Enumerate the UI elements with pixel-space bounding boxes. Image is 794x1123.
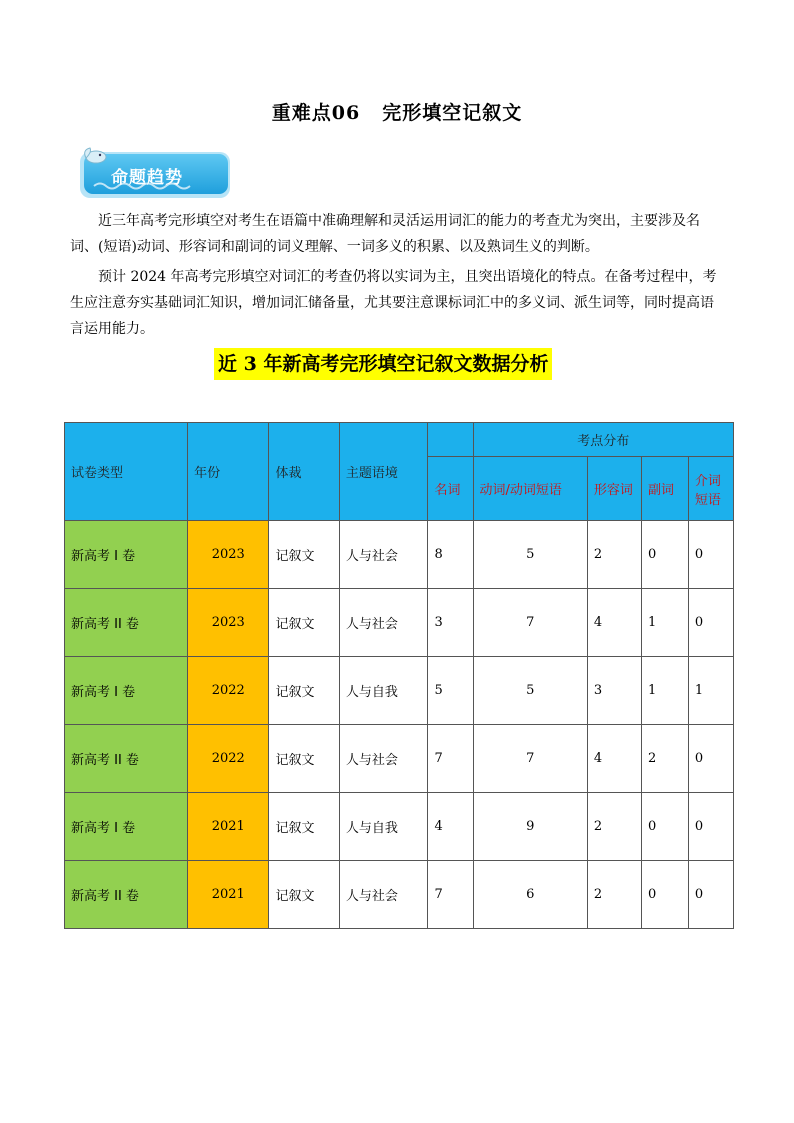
- cell-prep: 0: [688, 521, 733, 589]
- cell-verb: 5: [473, 657, 587, 725]
- cell-noun: 4: [428, 793, 473, 861]
- cell-adj: 2: [587, 861, 641, 929]
- cell-paper: 新高考 II 卷: [65, 589, 188, 657]
- table-row: [65, 793, 734, 861]
- cell-noun: 7: [428, 725, 473, 793]
- cell-noun: 7: [428, 861, 473, 929]
- header-prep-line2: 短语: [694, 492, 721, 508]
- cell-verb: 6: [473, 861, 587, 929]
- cell-adv: 0: [642, 793, 689, 861]
- header-prep: [688, 457, 733, 521]
- cell-prep: 0: [688, 861, 733, 929]
- cell-prep: 1: [688, 657, 733, 725]
- cell-paper: 新高考 I 卷: [65, 657, 188, 725]
- title-number: 06: [331, 102, 361, 124]
- cell-noun: 5: [428, 657, 473, 725]
- cell-prep: 0: [688, 793, 733, 861]
- cell-theme: 人与社会: [339, 861, 428, 929]
- cell-theme: 人与自我: [339, 793, 428, 861]
- cell-paper: 新高考 II 卷: [65, 725, 188, 793]
- cell-noun: 8: [428, 521, 473, 589]
- cell-adv: 1: [642, 657, 689, 725]
- cell-genre: 记叙文: [269, 521, 339, 589]
- header-adv: 副词: [642, 457, 689, 521]
- table-row: [65, 861, 734, 929]
- cell-theme: 人与自我: [339, 657, 428, 725]
- title-label: 重难点: [271, 102, 332, 124]
- cell-year: 2022: [188, 725, 269, 793]
- table-header-row-1: [65, 423, 734, 457]
- cell-verb: 7: [473, 589, 587, 657]
- cell-genre: 记叙文: [269, 657, 339, 725]
- cell-noun: 3: [428, 589, 473, 657]
- cell-paper: 新高考 I 卷: [65, 521, 188, 589]
- cell-adv: 1: [642, 589, 689, 657]
- cell-year: 2023: [188, 521, 269, 589]
- cell-adj: 2: [587, 793, 641, 861]
- header-verb: 动词/动词短语: [473, 457, 587, 521]
- header-distribution: 考点分布: [473, 423, 733, 457]
- data-table: [64, 422, 734, 929]
- page-title: [0, 98, 794, 125]
- header-theme: 主题语境: [339, 423, 428, 521]
- cell-adj: 4: [587, 725, 641, 793]
- cell-paper: 新高考 I 卷: [65, 793, 188, 861]
- header-paper-type: 试卷类型: [65, 423, 188, 521]
- cell-theme: 人与社会: [339, 521, 428, 589]
- cell-adv: 0: [642, 861, 689, 929]
- table-row: [65, 657, 734, 725]
- cell-adj: 4: [587, 589, 641, 657]
- cell-genre: 记叙文: [269, 793, 339, 861]
- cell-prep: 0: [688, 725, 733, 793]
- cell-adj: 2: [587, 521, 641, 589]
- section-subtitle: 近 3 年新高考完形填空记叙文数据分析: [214, 348, 552, 380]
- badge-label: 命题趋势: [111, 168, 183, 188]
- cell-adv: 0: [642, 521, 689, 589]
- cell-prep: 0: [688, 589, 733, 657]
- table-row: [65, 725, 734, 793]
- cell-genre: 记叙文: [269, 861, 339, 929]
- cell-year: 2021: [188, 861, 269, 929]
- cell-year: 2021: [188, 793, 269, 861]
- cell-theme: 人与社会: [339, 725, 428, 793]
- header-noun: 名词: [428, 457, 473, 521]
- cell-verb: 5: [473, 521, 587, 589]
- paragraph-forecast: 预计 2024 年高考完形填空对词汇的考查仍将以实词为主，且突出语境化的特点。在备考过程中，考生应注意夯实基础词汇知识，增加词汇储备量，尤其要注意课标词汇中的多义词、派生词等，同时提高语言运用能力。: [70, 269, 717, 337]
- cell-paper: 新高考 II 卷: [65, 861, 188, 929]
- cell-genre: 记叙文: [269, 725, 339, 793]
- cell-verb: 7: [473, 725, 587, 793]
- header-year: 年份: [188, 423, 269, 521]
- paragraph-intro: 近三年高考完形填空对考生在语篇中准确理解和灵活运用词汇的能力的考查尤为突出，主要涉及名词、(短语)动词、形容词和副词的词义理解、一词多义的积累、以及熟词生义的判断。: [70, 213, 700, 255]
- cell-genre: 记叙文: [269, 589, 339, 657]
- cell-year: 2023: [188, 589, 269, 657]
- table-row: [65, 589, 734, 657]
- header-genre: 体裁: [269, 423, 339, 521]
- title-topic: 完形填空记叙文: [382, 102, 523, 124]
- cell-theme: 人与社会: [339, 589, 428, 657]
- header-blank: [428, 423, 473, 457]
- header-adj: 形容词: [587, 457, 641, 521]
- cell-adj: 3: [587, 657, 641, 725]
- cell-verb: 9: [473, 793, 587, 861]
- cell-adv: 2: [642, 725, 689, 793]
- header-prep-line1: 介词: [694, 473, 721, 489]
- table-row: [65, 521, 734, 589]
- cell-year: 2022: [188, 657, 269, 725]
